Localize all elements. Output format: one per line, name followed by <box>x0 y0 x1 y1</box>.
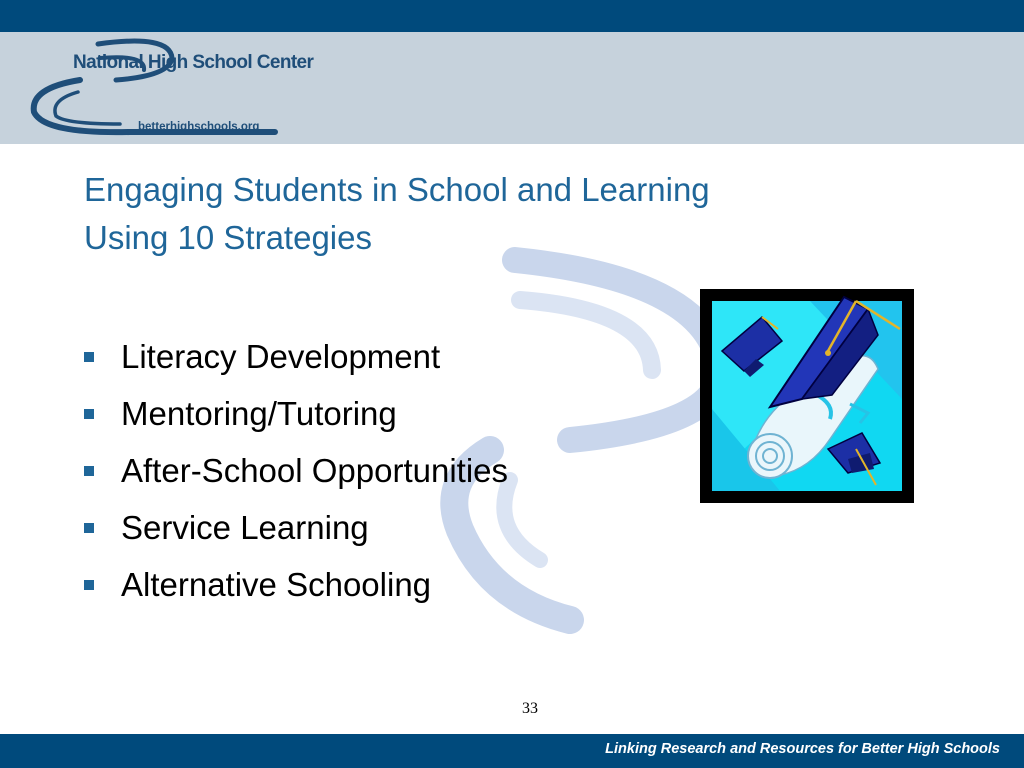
bullet-text: After-School Opportunities <box>121 451 509 489</box>
bullet-text: Mentoring/Tutoring <box>121 394 397 432</box>
list-item <box>84 328 508 385</box>
footer-tagline: Linking Research and Resources for Better High Schools <box>605 741 1000 757</box>
list-item <box>84 556 508 613</box>
logo-url: betterhighschools.org <box>138 121 260 133</box>
bullet-text: Alternative Schooling <box>121 565 432 603</box>
bullet-square-icon <box>84 580 94 590</box>
bullet-square-icon <box>84 352 94 362</box>
bullet-square-icon <box>84 523 94 533</box>
bullet-square-icon <box>84 466 94 476</box>
list-item <box>84 442 508 499</box>
slide-title-line-2: Using 10 Strategies <box>84 219 372 256</box>
list-item <box>84 385 508 442</box>
bullet-list <box>84 328 508 613</box>
slide-title <box>84 166 864 262</box>
header-bar <box>0 0 1024 32</box>
graduation-caps-and-diploma-icon <box>700 289 914 503</box>
bullet-square-icon <box>84 409 94 419</box>
bullet-text: Service Learning <box>121 508 369 546</box>
page-number: 33 <box>522 700 538 717</box>
bullet-text: Literacy Development <box>121 337 441 375</box>
logo-name: National High School Center <box>73 52 314 73</box>
slide-title-line-1: Engaging Students in School and Learning <box>84 171 710 208</box>
list-item <box>84 499 508 556</box>
